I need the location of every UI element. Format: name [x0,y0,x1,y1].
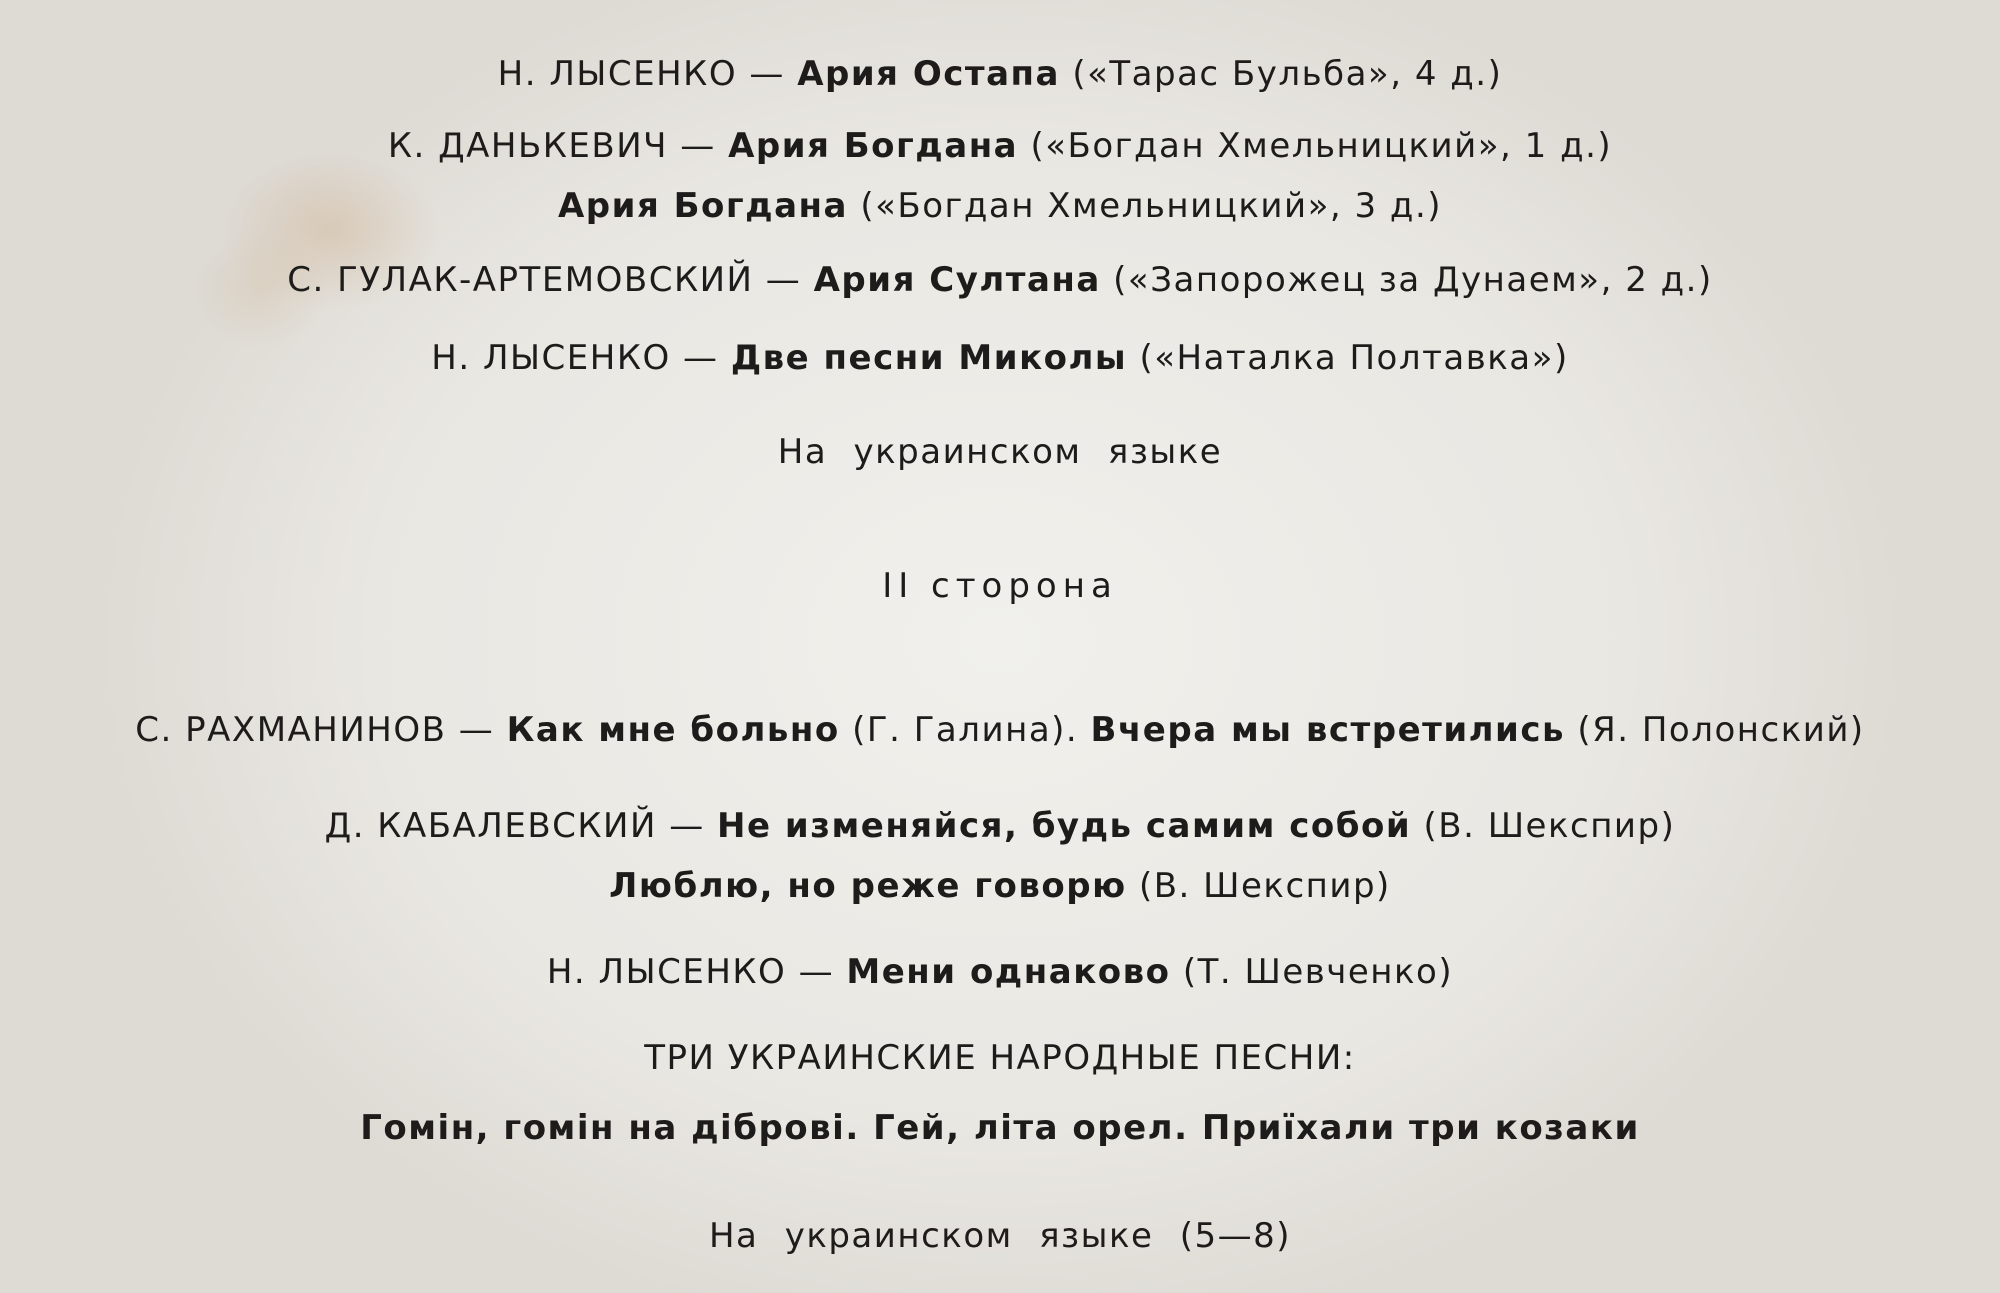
track-source: («Богдан Хмельницкий», 3 д.) [860,186,1443,226]
lyricist: (Т. Шевченко) [1182,952,1454,992]
composer: К. ДАНЬКЕВИЧ — [387,126,716,166]
lyricist: (Я. Полонский) [1577,710,1865,750]
side1-track4 [0,258,2000,302]
track-title: Как мне больно [506,710,840,750]
folk-songs-heading: ТРИ УКРАИНСКИЕ НАРОДНЫЕ ПЕСНИ: [644,1038,1356,1078]
side1-track2 [0,124,2000,168]
composer: Д. КАБАЛЕВСКИЙ — [324,806,705,846]
side2-heading: II сторона [882,566,1118,606]
side1-track5 [0,336,2000,380]
track-source: («Запорожец за Дунаем», 2 д.) [1113,260,1713,300]
lyricist: (В. Шекспир) [1138,866,1391,906]
track-title: Ария Богдана [728,126,1019,166]
composer: С. ГУЛАК-АРТЕМОВСКИЙ — [287,260,802,300]
track-source: («Богдан Хмельницкий», 1 д.) [1030,126,1613,166]
side1-language-note: На украинском языке [777,432,1223,472]
lyricist: (В. Шекспир) [1423,806,1676,846]
track-source: («Наталка Полтавка») [1139,338,1569,378]
side2-track2 [0,804,2000,848]
side2-track1 [0,708,2000,752]
track-title: Люблю, но реже говорю [609,866,1127,906]
lyricist: (Г. Галина). [852,710,1079,750]
track-title: Не изменяйся, будь самим собой [717,806,1412,846]
composer: С. РАХМАНИНОВ — [135,710,495,750]
track-title: Ария Богдана [557,186,848,226]
composer: Н. ЛЫСЕНКО — [546,952,835,992]
track-title: Ария Султана [813,260,1101,300]
composer: Н. ЛЫСЕНКО — [497,54,785,94]
composer: Н. ЛЫСЕНКО — [431,338,719,378]
side2-language-note: На украинском языке (5—8) [708,1216,1292,1256]
side2-track3 [0,864,2000,908]
side1-track1 [0,52,2000,96]
track-source: («Тарас Бульба», 4 д.) [1072,54,1503,94]
track-title: Вчера мы встретились [1090,710,1566,750]
track-title: Мени однаково [846,952,1171,992]
folk-songs-list: Гомiн, гомiн на дiброві. Гей, лiта орел. Приїхали три козаки [360,1108,1640,1148]
track-title: Две песни Миколы [730,338,1128,378]
track-title: Ария Остапа [797,54,1060,94]
side2-track4 [0,950,2000,994]
side1-track3 [0,184,2000,228]
